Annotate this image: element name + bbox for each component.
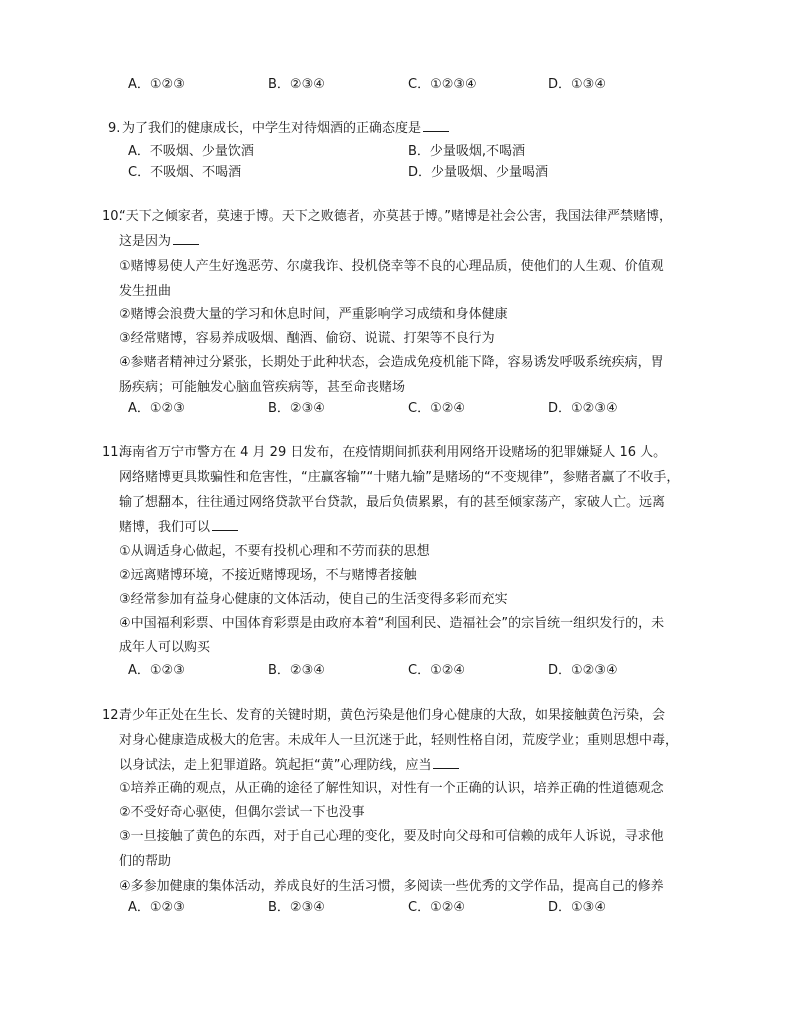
- q12-option-c[interactable]: C．①②④: [408, 900, 466, 915]
- question-stem: 为了我们的健康成长，中学生对待烟酒的正确态度是: [122, 117, 449, 141]
- q12-option-a[interactable]: A．①②③: [128, 900, 185, 915]
- question-stem-line: 这是因为: [119, 230, 199, 254]
- statement-item: ①培养正确的观点，从正确的途径了解性知识，对性有一个正确的认识，培养正确的性道德观念: [119, 781, 664, 796]
- question-stem-line: 对身心健康造成极大的危害。未成年人一旦沉迷于此，轻则性格自闭，荒废学业；重则思想中毒，: [119, 733, 679, 748]
- q11-option-b[interactable]: B．②③④: [268, 663, 325, 678]
- answer-blank: [423, 117, 449, 132]
- q12-option-b[interactable]: B．②③④: [268, 900, 325, 915]
- q8-option-c[interactable]: C．①②③④: [408, 77, 477, 92]
- statement-item: 发生扭曲: [119, 284, 172, 299]
- answer-blank: [212, 516, 238, 531]
- q8-option-b[interactable]: B．②③④: [268, 77, 325, 92]
- question-stem-line: 赌博，我们可以: [119, 516, 238, 540]
- q11-option-d[interactable]: D．①②③④: [548, 663, 618, 678]
- statement-item: 肠疾病；可能触发心脑血管疾病等，甚至命丧赌场: [119, 380, 406, 395]
- statement-item: ②远离赌博环境，不接近赌博现场，不与赌博者接触: [119, 568, 417, 583]
- q10-options: [0, 397, 794, 421]
- question-number: 12.: [102, 708, 123, 723]
- q10-option-c[interactable]: C．①②④: [408, 401, 466, 416]
- statement-item: ③经常赌博，容易养成吸烟、酗酒、偷窃、说谎、打架等不良行为: [119, 331, 495, 346]
- question-stem-line: 青少年正处在生长、发育的关键时期，黄色污染是他们身心健康的大敌，如果接触黄色污染，会: [119, 708, 666, 723]
- q11-option-a[interactable]: A．①②③: [128, 663, 185, 678]
- answer-blank: [173, 230, 199, 245]
- statement-item: 们的帮助: [119, 854, 172, 869]
- question-stem-line: “天下之倾家者，莫速于博。天下之败德者，亦莫甚于博。”赌博是社会公害，我国法律严禁赌博，: [119, 209, 672, 224]
- q11-options: [0, 659, 794, 683]
- question-stem-line: 以身试法，走上犯罪道路。筑起拒“黄”心理防线，应当: [119, 754, 459, 778]
- question-stem-line: 输了想翻本，往往通过网络贷款平台贷款，最后负债累累，有的甚至倾家荡产，家破人亡。远离: [119, 495, 666, 510]
- q9-option-d[interactable]: D．少量吸烟、少量喝酒: [408, 165, 549, 180]
- statement-item: ②赌博会浪费大量的学习和休息时间，严重影响学习成绩和身体健康: [119, 307, 508, 322]
- q8-options: [0, 73, 794, 97]
- statement-item: 成年人可以购买: [119, 640, 211, 655]
- statement-item: ③经常参加有益身心健康的文体活动，使自己的生活变得多彩而充实: [119, 592, 508, 607]
- question-stem-line: 网络赌博更具欺骗性和危害性，“庄赢客输”“十赌九输”是赌场的“不变规律”，参赌者赢了不收手，: [119, 470, 680, 485]
- question-number: 9.: [108, 121, 121, 136]
- statement-item: ③一旦接触了黄色的东西，对于自己心理的变化，要及时向父母和可信赖的成年人诉说，寻求他: [119, 829, 664, 844]
- statement-item: ④中国福利彩票、中国体育彩票是由政府本着“利国利民、造福社会”的宗旨统一组织发行的，未: [119, 616, 665, 631]
- q10-option-a[interactable]: A．①②③: [128, 401, 185, 416]
- statement-item: ④参赌者精神过分紧张，长期处于此种状态，会造成免疫机能下降，容易诱发呼吸系统疾病，胃: [119, 355, 664, 370]
- q8-option-a[interactable]: A．①②③: [128, 77, 185, 92]
- q9-options-row2: [0, 161, 794, 185]
- q11-option-c[interactable]: C．①②④: [408, 663, 466, 678]
- q8-option-d[interactable]: D．①③④: [548, 77, 606, 92]
- question-number: 10.: [102, 209, 123, 224]
- q12-option-d[interactable]: D．①③④: [548, 900, 606, 915]
- statement-item: ①从调适身心做起，不要有投机心理和不劳而获的思想: [119, 544, 430, 559]
- question-number: 11.: [102, 445, 123, 460]
- q10-option-b[interactable]: B．②③④: [268, 401, 325, 416]
- q10-option-d[interactable]: D．①②③④: [548, 401, 618, 416]
- statement-item: ④多参加健康的集体活动，养成良好的生活习惯，多阅读一些优秀的文学作品，提高自己的修养: [119, 879, 664, 894]
- q9-option-a[interactable]: A．不吸烟、少量饮酒: [128, 144, 254, 159]
- answer-blank: [433, 754, 459, 769]
- question-stem-line: 海南省万宁市警方在 4 月 29 日发布，在疫情期间抓获利用网络开设赌场的犯罪嫌疑人 16 人。: [119, 445, 667, 460]
- q9-option-c[interactable]: C．不吸烟、不喝酒: [128, 165, 242, 180]
- q9-option-b[interactable]: B．少量吸烟,不喝酒: [408, 144, 526, 159]
- statement-item: ②不受好奇心驱使，但偶尔尝试一下也没事: [119, 805, 365, 820]
- statement-item: ①赌博易使人产生好逸恶劳、尔虞我诈、投机侥幸等不良的心理品质，使他们的人生观、价值观: [119, 259, 664, 274]
- q12-options: [0, 896, 794, 920]
